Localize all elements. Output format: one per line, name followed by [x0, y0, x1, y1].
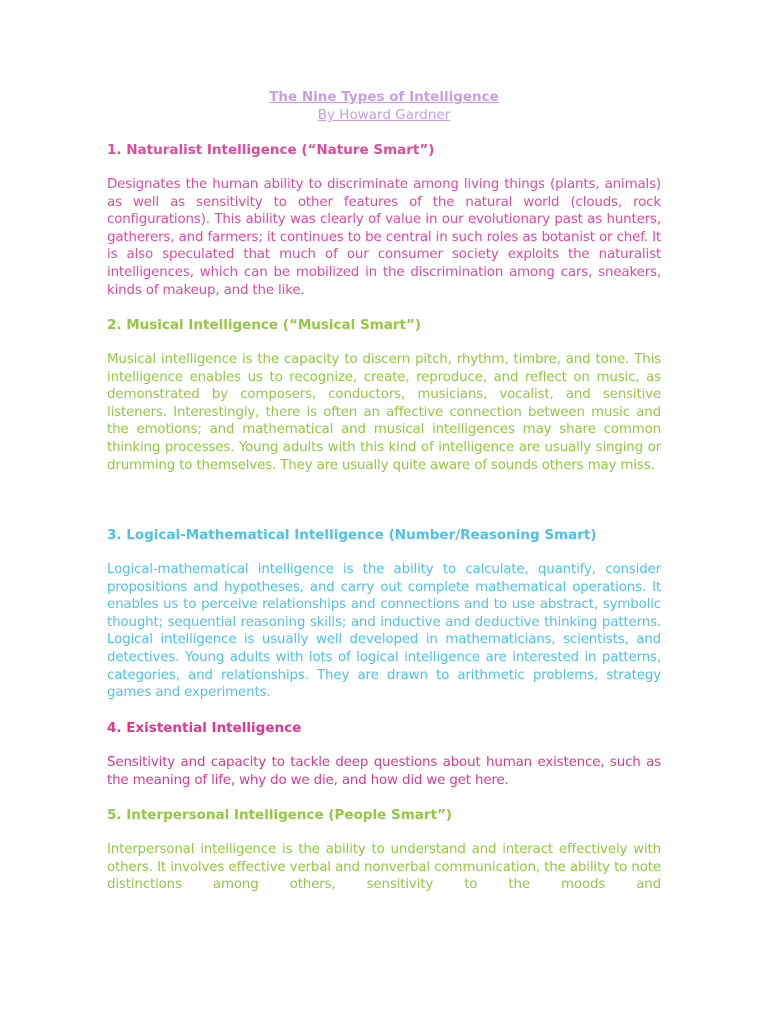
section-3-heading: 3. Logical-Mathematical Intelligence (Number/Reasoning Smart): [107, 527, 597, 543]
section-3-body: Logical-mathematical intelligence is the ability to calculate, quantify, consider propositions and hypotheses, and carry out complete mathematical operations. It enables us to perceive relationships and connections and to use abstract, symbolic thought; sequential reasoning skills; and inductive and deductive thinking patterns. Logical intelligence is usually well developed in mathematicians, scientists, and detectives. Young adults with lots of logical intelligence are interested in patterns, categories, and relationships. They are drawn to arithmetic problems, strategy games and experiments.: [107, 562, 661, 701]
section-1-heading: 1. Naturalist Intelligence (“Nature Smart”): [107, 142, 435, 158]
section-2-body: Musical intelligence is the capacity to discern pitch, rhythm, timbre, and tone. This intelligence enables us to recognize, create, reproduce, and reflect on music, as demonstrated by composers, conductors, musicians, vocalist, and sensitive listeners. Interestingly, there is often an affective connection between music and the emotions; and mathematical and musical intelligences may share common thinking processes. Young adults with this kind of intelligence are usually singing or drumming to themselves. They are usually quite aware of sounds others may miss.: [107, 352, 661, 473]
section-5-body: Interpersonal intelligence is the ability to understand and interact effectively with others. It involves effective verbal and nonverbal communication, the ability to note distinctions among others, sensitivity to the moods and: [107, 842, 661, 893]
section-1-body: Designates the human ability to discriminate among living things (plants, animals) as well as sensitivity to other features of the natural world (clouds, rock configurations). This ability was clearly of value in our evolutionary past as hunters, gatherers, and farmers; it continues to be central in such roles as botanist or chef. It is also speculated that much of our consumer society exploits the naturalist intelligences, which can be mobilized in the discrimination among cars, sneakers, kinds of makeup, and the like.: [107, 177, 661, 298]
section-2-heading: 2. Musical Intelligence (“Musical Smart”): [107, 317, 422, 333]
document-author: By Howard Gardner: [317, 107, 451, 123]
document-title: The Nine Types of Intelligence: [269, 89, 499, 105]
section-4-body: Sensitivity and capacity to tackle deep questions about human existence, such as the meaning of life, why do we die, and how did we get here.: [107, 755, 661, 788]
section-5-heading: 5. Interpersonal Intelligence (People Smart”): [107, 807, 453, 823]
section-4-heading: 4. Existential Intelligence: [107, 720, 302, 736]
